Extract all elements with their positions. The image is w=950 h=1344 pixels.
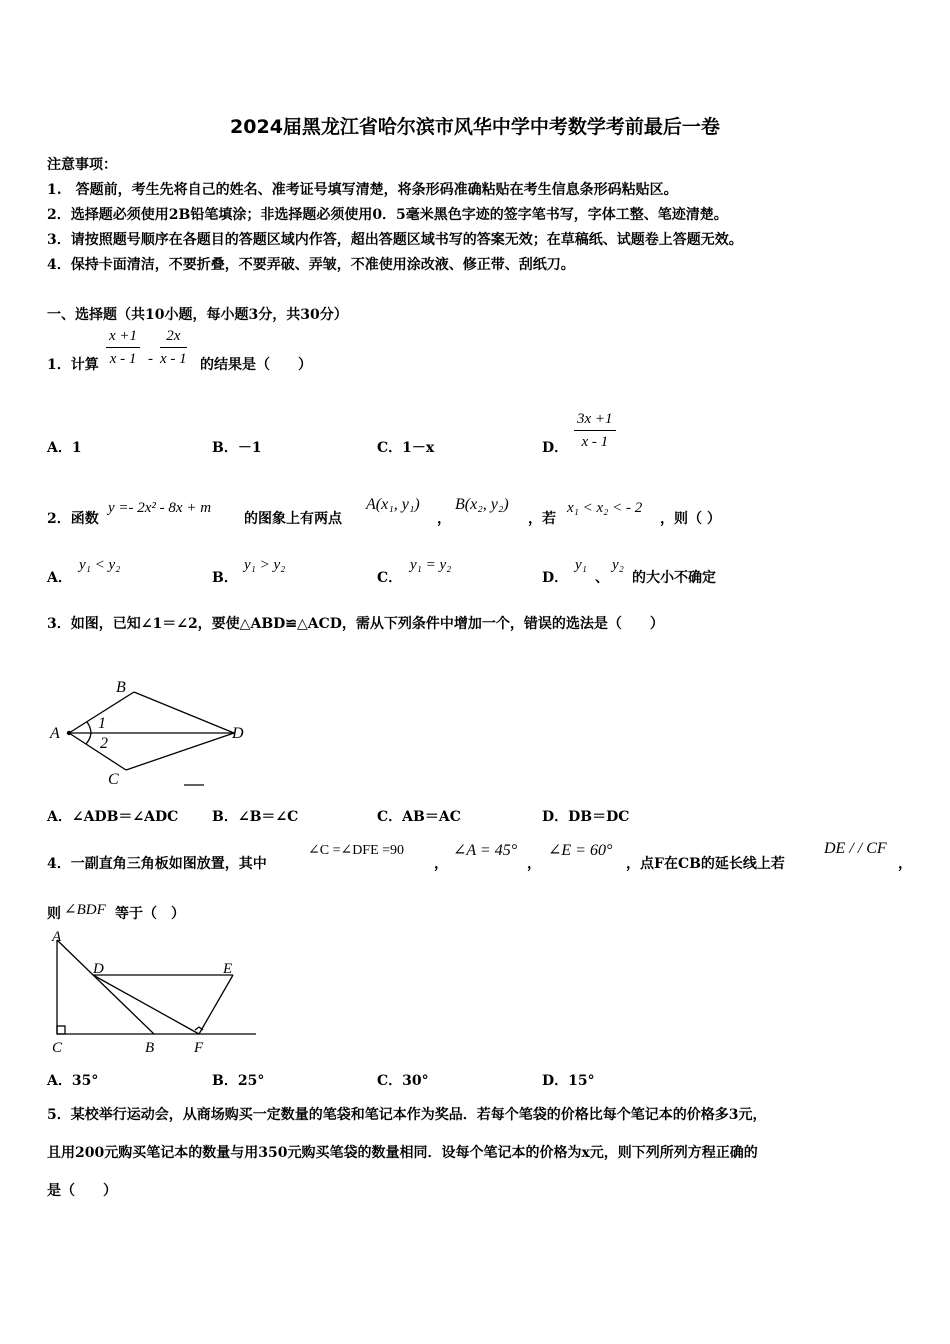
segment-bd [134, 692, 234, 733]
option-value: 1－x [402, 440, 435, 456]
q2-option-c: y₁ = y₂ [410, 557, 452, 573]
q1-option-d-label: D． [542, 440, 569, 456]
q4-line2-prefix: 则 [47, 906, 61, 922]
q5-line-3: 是（ ） [47, 1183, 117, 1199]
segment-ac [69, 733, 126, 770]
q3-option-d: D．DB＝DC [542, 809, 630, 825]
q1-suffix: 的结果是（ ） [200, 357, 312, 373]
q4-condition-3: ∠E = 60° [548, 842, 613, 859]
q4-line2-suffix: 等于（ ） [115, 906, 185, 922]
segment-ef [199, 975, 233, 1034]
segment-df [93, 975, 199, 1034]
label-a: A [50, 725, 60, 742]
q4-option-b: B．25° [212, 1073, 265, 1089]
q2-option-b-label: B． [212, 570, 238, 586]
q4-prefix: 4．一副直角三角板如图放置，其中 [47, 856, 267, 872]
q1-d-denominator: x - 1 [581, 434, 609, 450]
q2-option-c-label: C． [377, 570, 403, 586]
q2-cond-prefix: ，若 [528, 511, 556, 527]
q1-fraction-1 [106, 328, 140, 368]
notice-item: 4．保持卡面清洁，不要折叠，不要弄破、弄皱，不准使用涂改液、修正带、刮纸刀。 [47, 257, 575, 273]
option-label: A． [47, 440, 72, 456]
q2-function: y =- 2x² - 8x + m [108, 500, 212, 516]
label-f: F [194, 1040, 204, 1056]
label-d: D [232, 725, 244, 742]
q3-option-a: A．∠ADB＝∠ADC [47, 809, 179, 825]
q3-text: 3．如图，已知∠1＝∠2，要使△ABD≌△ACD，需从下列条件中增加一个，错误的选法是（ ） [47, 616, 664, 632]
segment-cd [126, 733, 234, 770]
q1-f1-denominator: x - 1 [109, 351, 137, 367]
point-a [67, 731, 71, 735]
q4-option-c: C．30° [377, 1073, 429, 1089]
q5-line-1: 5．某校举行运动会，从商场购买一定数量的笔袋和笔记本作为奖品．若每个笔袋的价格比每个笔记本的价格多3元， [47, 1107, 767, 1123]
q4-mid: ，点F在CB的延长线上若 [626, 856, 785, 872]
section-heading: 一、选择题（共10小题，每小题3分，共30分） [47, 307, 348, 323]
q3-figure [44, 670, 259, 795]
q4-comma: ， [434, 856, 448, 872]
notice-heading: 注意事项： [47, 157, 117, 173]
segment-ab [57, 940, 154, 1034]
right-angle-f [195, 1027, 203, 1030]
notice-item: 3．请按照题号顺序在各题目的答题区域内作答，超出答题区域书写的答案无效；在草稿纸、试题卷上答题无效。 [47, 232, 743, 248]
q1-f2-numerator: 2x [160, 328, 187, 348]
q2-option-d-label: D． [542, 570, 569, 586]
label-c: C [108, 771, 119, 788]
q2-option-a: y₁ < y₂ [79, 557, 121, 573]
option-value: 1 [71, 440, 82, 456]
page-title: 2024届黑龙江省哈尔滨市风华中学中考数学考前最后一卷 [230, 116, 720, 138]
q4-figure [44, 928, 264, 1058]
q2-option-b: y₁ > y₂ [244, 557, 286, 573]
q2-option-d-sep: 、 [595, 570, 609, 586]
q1-minus: - [148, 351, 153, 367]
option-label: B． [212, 440, 238, 456]
q2-prefix: 2．函数 [47, 511, 99, 527]
right-angle-c [57, 1026, 65, 1034]
label-angle-2: 2 [100, 735, 108, 752]
q1-d-numerator: 3x +1 [574, 411, 616, 431]
q2-option-d-y1: y₁ [575, 557, 587, 573]
q3-option-c: C．AB＝AC [377, 809, 461, 825]
label-b: B [116, 679, 126, 696]
q2-option-a-label: A． [47, 570, 72, 586]
notice-item: 1. 答题前，考生先将自己的姓名、准考证号填写清楚，将条形码准确粘贴在考生信息条形码粘贴区。 [47, 182, 678, 198]
q4-comma: ， [527, 856, 541, 872]
q2-suffix: ，则（ ） [660, 511, 721, 527]
q2-point-b: B(x₂, y₂) [455, 496, 509, 513]
label-c: C [52, 1040, 63, 1056]
q1-option-c [377, 437, 434, 457]
q4-option-d: D．15° [542, 1073, 595, 1089]
q4-comma: ， [898, 856, 912, 872]
option-value: －1 [237, 440, 262, 456]
label-d: D [93, 961, 104, 977]
q2-option-d-tail: 的大小不确定 [632, 570, 716, 586]
q3-option-b: B．∠B＝∠C [212, 809, 299, 825]
q1-prefix: 1．计算 [47, 357, 99, 373]
q1-option-d-fraction [574, 411, 616, 451]
option-label: C． [377, 440, 403, 456]
q1-fraction-2 [160, 328, 187, 368]
q1-f2-denominator: x - 1 [160, 351, 187, 367]
q1-option-b [212, 437, 262, 457]
q1-option-a [47, 437, 82, 457]
notice-item: 2．选择题必须使用2B铅笔填涂；非选择题必须使用0．5毫米黑色字迹的签字笔书写，字体工整、笔迹清楚。 [47, 207, 728, 223]
q4-condition-1: ∠C =∠DFE =90 [308, 843, 405, 858]
label-a: A [52, 929, 62, 945]
q2-condition: x₁ < x₂ < - 2 [567, 500, 643, 516]
q2-sep: ， [437, 511, 451, 527]
q1-f1-numerator: x +1 [106, 328, 140, 348]
angle-1-arc [87, 722, 91, 733]
label-b: B [145, 1040, 155, 1056]
q4-condition-2: ∠A = 45° [453, 842, 518, 859]
q4-condition-4: DE / / CF [824, 840, 887, 857]
q5-line-2: 且用200元购买笔记本的数量与用350元购买笔袋的数量相同．设每个笔记本的价格为x元，则下列所列方程正确的 [47, 1145, 758, 1161]
label-angle-1: 1 [98, 715, 106, 732]
q4-angle-bdf: ∠BDF [64, 902, 106, 918]
label-e: E [223, 961, 233, 977]
q2-mid: 的图象上有两点 [244, 511, 342, 527]
q2-point-a: A(x₁, y₁) [366, 496, 420, 513]
q4-option-a: A．35° [47, 1073, 99, 1089]
q2-option-d-y2: y₂ [612, 557, 624, 573]
angle-2-arc [86, 733, 91, 744]
